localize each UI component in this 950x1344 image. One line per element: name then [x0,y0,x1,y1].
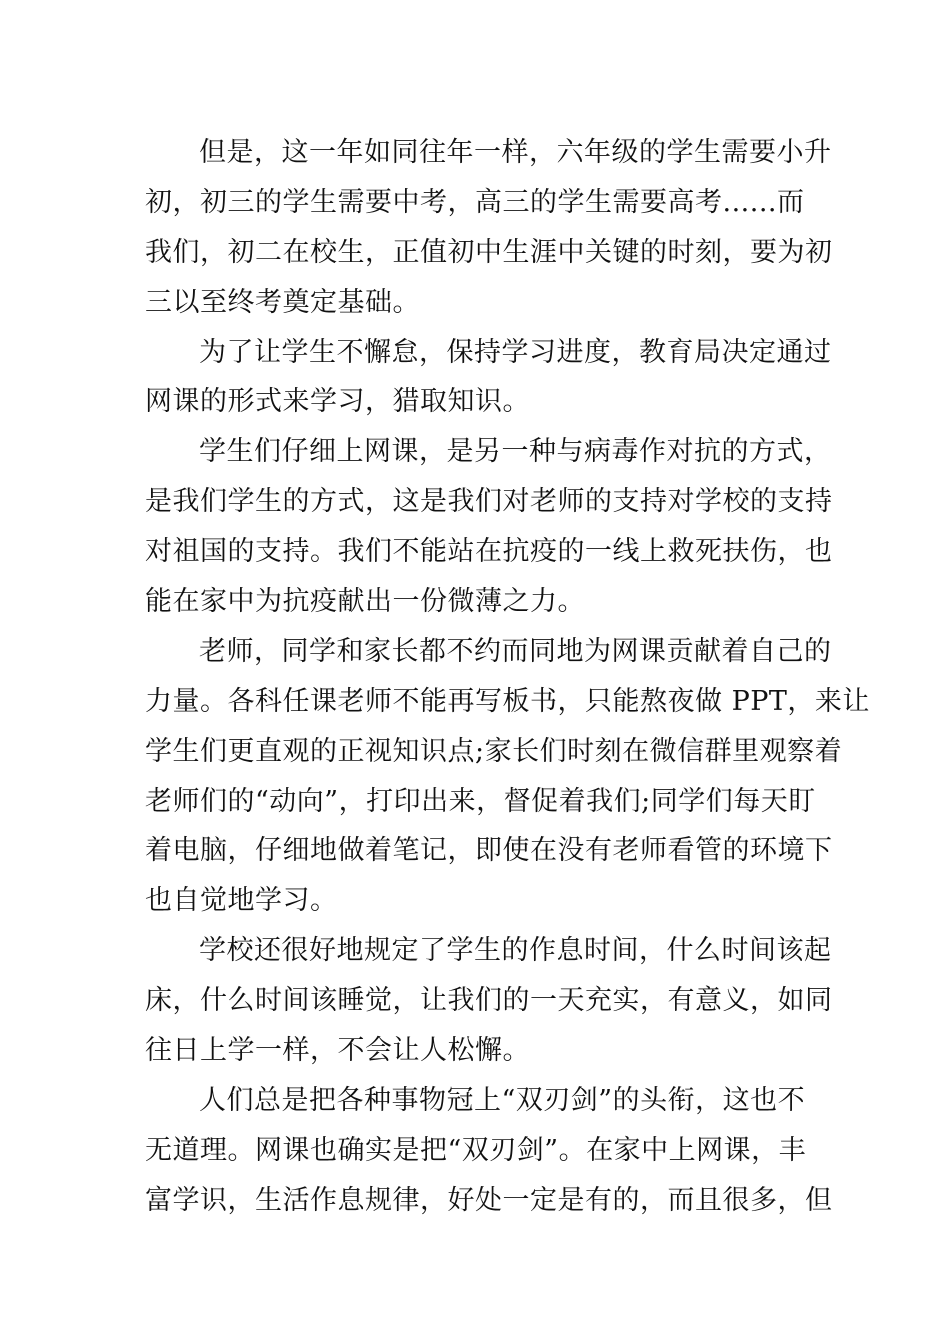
paragraph-line: 为了让学生不懈怠，保持学习进度，教育局决定通过 [199,336,832,368]
paragraph-line: 往日上学一样，不会让人松懈。 [145,1035,530,1067]
paragraph-4 [145,627,870,926]
paragraph-line: 老师们的“动向”，打印出来，督促着我们;同学们每天盯 [145,785,816,817]
paragraph-line: 着电脑，仔细地做着笔记，即使在没有老师看管的环境下 [145,835,833,867]
paragraph-line: 三以至终考奠定基础。 [145,286,420,318]
paragraph-line: 床，什么时间该睡觉，让我们的一天充实，有意义，如同 [145,985,833,1017]
paragraph-2 [145,328,832,428]
paragraph-line: 但是，这一年如同往年一样，六年级的学生需要小升 [199,137,832,168]
paragraph-line: 学生们更直观的正视知识点;家长们时刻在微信群里观察着 [145,735,843,767]
paragraph-line: 网课的形式来学习，猎取知识。 [145,386,530,418]
paragraph-line: 学校还很好地规定了学生的作息时间，什么时间该起 [199,935,832,967]
paragraph-line: 也自觉地学习。 [145,885,338,917]
paragraph-1 [145,128,833,328]
paragraph-6 [145,1076,833,1226]
document-body [145,128,870,1226]
paragraph-line: 无道理。网课也确实是把“双刃剑”。在家中上网课，丰 [145,1134,807,1166]
paragraph-line: 富学识，生活作息规律，好处一定是有的，而且很多，但 [145,1184,833,1216]
paragraph-line: 能在家中为抗疫献出一份微薄之力。 [145,586,585,618]
paragraph-line: 老师，同学和家长都不约而同地为网课贡献着自己的 [199,635,832,667]
paragraph-line: 对祖国的支持。我们不能站在抗疫的一线上救死扶伤，也 [145,536,833,568]
paragraph-line: 人们总是把各种事物冠上“双刃剑”的头衔，这也不 [199,1084,806,1116]
paragraph-line: 学生们仔细上网课，是另一种与病毒作对抗的方式， [199,436,832,468]
paragraph-line: 我们，初二在校生，正值初中生涯中关键的时刻，要为初 [145,236,833,268]
paragraph-3 [145,427,833,627]
paragraph-line: 力量。各科任课老师不能再写板书，只能熬夜做 PPT，来让 [145,685,870,717]
paragraph-5 [145,926,833,1076]
paragraph-line: 初，初三的学生需要中考，高三的学生需要高考......而 [145,186,805,218]
paragraph-line: 是我们学生的方式，这是我们对老师的支持对学校的支持 [145,486,833,518]
